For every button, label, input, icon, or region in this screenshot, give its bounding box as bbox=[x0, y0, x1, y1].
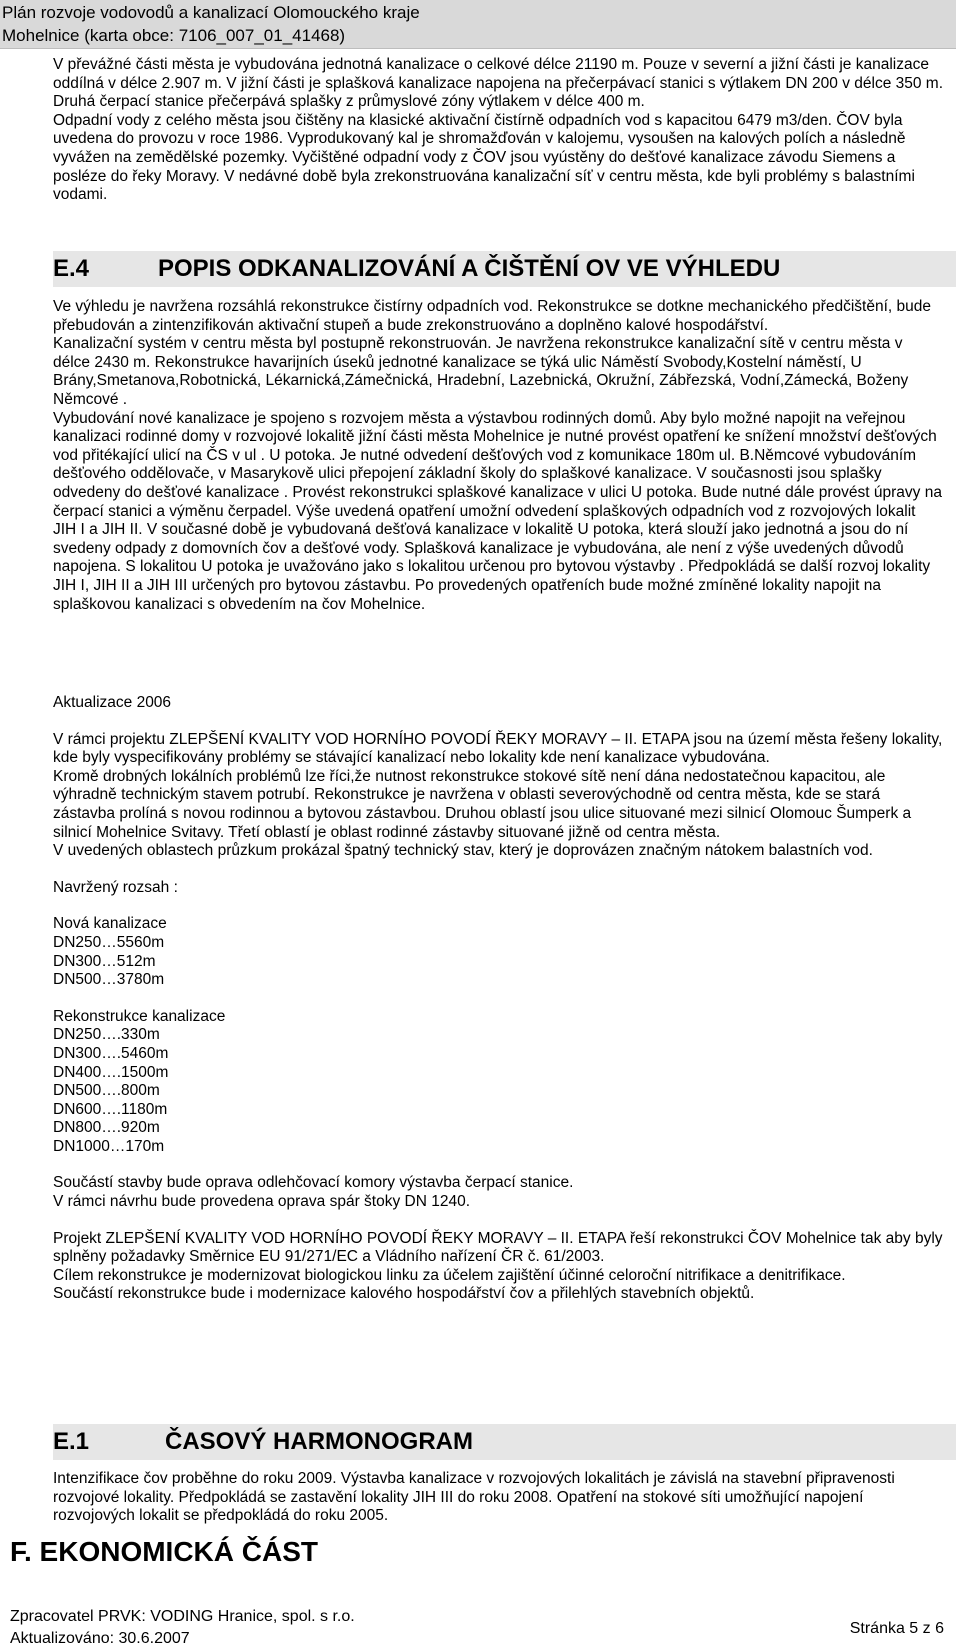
list-item: DN300…512m bbox=[53, 952, 156, 970]
list-item: DN600….1180m bbox=[53, 1100, 168, 1118]
new-sewer-heading: Nová kanalizace bbox=[53, 915, 167, 933]
intro-paragraph: Odpadní vody z celého města jsou čištěny na klasické aktivační čistírně odpadních vod s kapacitou 6479 m3/den. ČOV byla uvedena do provozu v roce 1986. Vyprodukovaný kal je shromažďován v kalojemu, vysoušen na kalových polích a následně vyvážen na zemědělské pozemky. Vyčištěné odpadní vody z ČOV jsou vyústěny do dešťové kanalizace závodu Siemens a posléze do řeky Moravy. V nedávné době byla zrekonstruována kanalizační síť v centru města, kde byli problémy s balastními vodami. bbox=[53, 111, 915, 204]
section-e4-heading bbox=[53, 251, 956, 287]
build-notes bbox=[53, 1174, 943, 1211]
list-item: DN800….920m bbox=[53, 1119, 160, 1137]
list-item: DN250….330m bbox=[53, 1026, 160, 1044]
e1-paragraph: Intenzifikace čov proběhne do roku 2009. Výstavba kanalizace v rozvojových lokalitách je závislá na stavební připravenosti rozvojové lokality. Předpokládá se zastavění lokality JIH III do roku 2008. Opatření na stokové síti umožňující napojení rozvojových lokalit se předpokládá do roku 2005. bbox=[53, 1470, 895, 1525]
intro-paragraph: V převážné části města je vybudována jednotná kanalizace o celkové délce 21190 m. Pouze v severní a jižní části je kanalizace oddílná v délce 2.907 m. V jižní části je splašková kanalizace napojena na přečerpávací stanici s výtlakem DN 200 v délce 350 m. Druhá čerpací stanice přečerpává splašky z průmyslové zóny výtlakem v délce 400 m. bbox=[53, 56, 944, 111]
project-paragraph: Cílem rekonstrukce je modernizovat biologickou linku za účelem zajištění účinné celoroční nitrifikace a denitrifikace. bbox=[53, 1266, 846, 1284]
footer-updated: Aktualizováno: 30.6.2007 bbox=[10, 1630, 190, 1647]
list-item: DN300….5460m bbox=[53, 1044, 169, 1062]
project-notes bbox=[53, 1230, 943, 1304]
e4-body bbox=[53, 298, 943, 614]
update-paragraph: Kromě drobných lokálních problémů lze říci,že nutnost rekonstrukce stokové sítě není dána nedostatečnou kapacitou, ale výhradně technickým stavem potrubí. Rekonstrukce je navržena v oblasti severovýchodně od centra města, kde se stará zástavba prolíná s novou rodinnou a bytovou zástavbou. Druhou oblastí jsou ulice situované mezi silnicí Olomouc Šumperk a silnicí Mohelnice Svitavy. Třetí oblastí je oblast rodinné zástavby situované jižně od centra města. bbox=[53, 767, 912, 841]
section-number: E.4 bbox=[53, 255, 90, 282]
e1-body bbox=[53, 1470, 943, 1526]
list-item: DN250…5560m bbox=[53, 933, 165, 951]
footer-prepared-by: Zpracovatel PRVK: VODING Hranice, spol. s r.o. bbox=[10, 1608, 355, 1625]
section-title: POPIS ODKANALIZOVÁNÍ A ČIŠTĚNÍ OV VE VÝHLEDU bbox=[158, 255, 781, 282]
page-header bbox=[0, 0, 956, 49]
build-paragraph: Součástí stavby bude oprava odlehčovací komory výstavba čerpací stanice. bbox=[53, 1174, 574, 1192]
update-heading: Aktualizace 2006 bbox=[53, 694, 172, 711]
scope-heading: Navržený rozsah : bbox=[53, 878, 178, 896]
list-item: DN500….800m bbox=[53, 1082, 160, 1100]
section-e1-heading bbox=[53, 1424, 956, 1460]
e4-paragraph: Vybudování nové kanalizace je spojeno s rozvojem města a výstavbou rodinných domů. Aby bylo možné napojit na veřejnou kanalizaci rodinné domy v rozvojové lokalitě jižní části města Mohelnice je nutné provést opatření ke snížení množství dešťových vod přitékající ulicí na ČS v ul . U potoka. Je nutné odvedení dešťových vod z komunikace 180m ul. B.Němcové vybudováním dešťového oddělovače, v Masarykově ulici přepojení základní školy do splaškové kanalizace. V současnosti jsou splašky odvedeny do dešťové kanalizace . Provést rekonstrukci splaškové kanalizace v ulici U potoka. Bude nutné dále provést úpravy na čerpací stanici a výměnu čerpadel. Výše uvedená opatření umožní odvedení splaškových odpadních vod z rozvojových lokalit JIH I a JIH II. V současné době je vybudovaná dešťová kanalizace v lokalitě U potoka, která slouží jako jednotná a jsou do ní svedeny odpady z domovních čov a dešťové vody. Splašková kanalizace je vybudována, ale není z výše uvedených důvodů napojena. S lokalitou U potoka je uvažováno jako s lokalitou určenou pro bytovou výstavby . Předpokládá se další rozvoj lokality JIH I, JIH II a JIH III určených pro bytovou zástavbu. Po provedených opatřeních bude možné zmíněné lokality napojit na splaškovou kanalizaci s obvedením na čov Mohelnice. bbox=[53, 409, 942, 613]
section-f-title: F. EKONOMICKÁ ČÁST bbox=[10, 1536, 318, 1567]
page-footer bbox=[10, 1606, 355, 1650]
list-item: DN500…3780m bbox=[53, 971, 165, 989]
section-number: E.1 bbox=[53, 1428, 90, 1455]
build-paragraph: V rámci návrhu bude provedena oprava spár štoky DN 1240. bbox=[53, 1193, 471, 1211]
project-paragraph: Součástí rekonstrukce bude i modernizace kalového hospodářství čov a přilehlých stavebních objektů. bbox=[53, 1285, 755, 1303]
list-item: DN400….1500m bbox=[53, 1063, 169, 1081]
intro-section bbox=[53, 56, 943, 205]
list-item: DN1000…170m bbox=[53, 1137, 165, 1155]
update-paragraph: V uvedených oblastech průzkum prokázal špatný technický stav, který je doprovázen značným nátokem balastních vod. bbox=[53, 842, 873, 860]
project-paragraph: Projekt ZLEPŠENÍ KVALITY VOD HORNÍHO POVODÍ ŘEKY MORAVY – II. ETAPA řeší rekonstrukci ČOV Mohelnice tak aby byly splněny požadavky Směrnice EU 91/271/EC a Vládního nařízení ČR č. 61/2003. bbox=[53, 1229, 943, 1266]
header-subtitle: Mohelnice (karta obce: 7106_007_01_41468) bbox=[2, 26, 346, 45]
new-sewer-list bbox=[53, 915, 943, 989]
update-section bbox=[53, 694, 943, 1304]
e4-paragraph: Kanalizační systém v centru města byl postupně rekonstruován. Je navržena rekonstrukce kanalizační sítě v centru města v délce 2430 m. Rekonstrukce havarijních úseků jednotné kanalizace se týká ulic Náměstí Svobody,Kostelní náměstí, U Brány,Smetanova,Robotnická, Lékarnická,Zámečnická, Hradební, Lazebnická, Okružní, Zábřezská, Vodní,Zámecká, Boženy Němcové . bbox=[53, 335, 909, 408]
e4-paragraph: Ve výhledu je navržena rozsáhlá rekonstrukce čistírny odpadních vod. Rekonstrukce se dotkne mechanického předčištění, bude přebudován a zintenzifikován aktivační stupeň a bude zrekonstruováno a doplněno kalové hospodářství. bbox=[53, 298, 931, 334]
page-number: Stránka 5 z 6 bbox=[849, 1620, 944, 1637]
update-paragraph: V rámci projektu ZLEPŠENÍ KVALITY VOD HORNÍHO POVODÍ ŘEKY MORAVY – II. ETAPA jsou na území města řešeny lokality, kde byly vyspecifikovány problémy se stávající kanalizací nebo lokality kde není kanalizace vybudována. bbox=[53, 730, 943, 767]
reconstruction-heading: Rekonstrukce kanalizace bbox=[53, 1007, 226, 1025]
header-title: Plán rozvoje vodovodů a kanalizací Olomouckého kraje bbox=[2, 3, 420, 22]
reconstruction-list bbox=[53, 1008, 943, 1157]
section-title: ČASOVÝ HARMONOGRAM bbox=[165, 1428, 474, 1455]
